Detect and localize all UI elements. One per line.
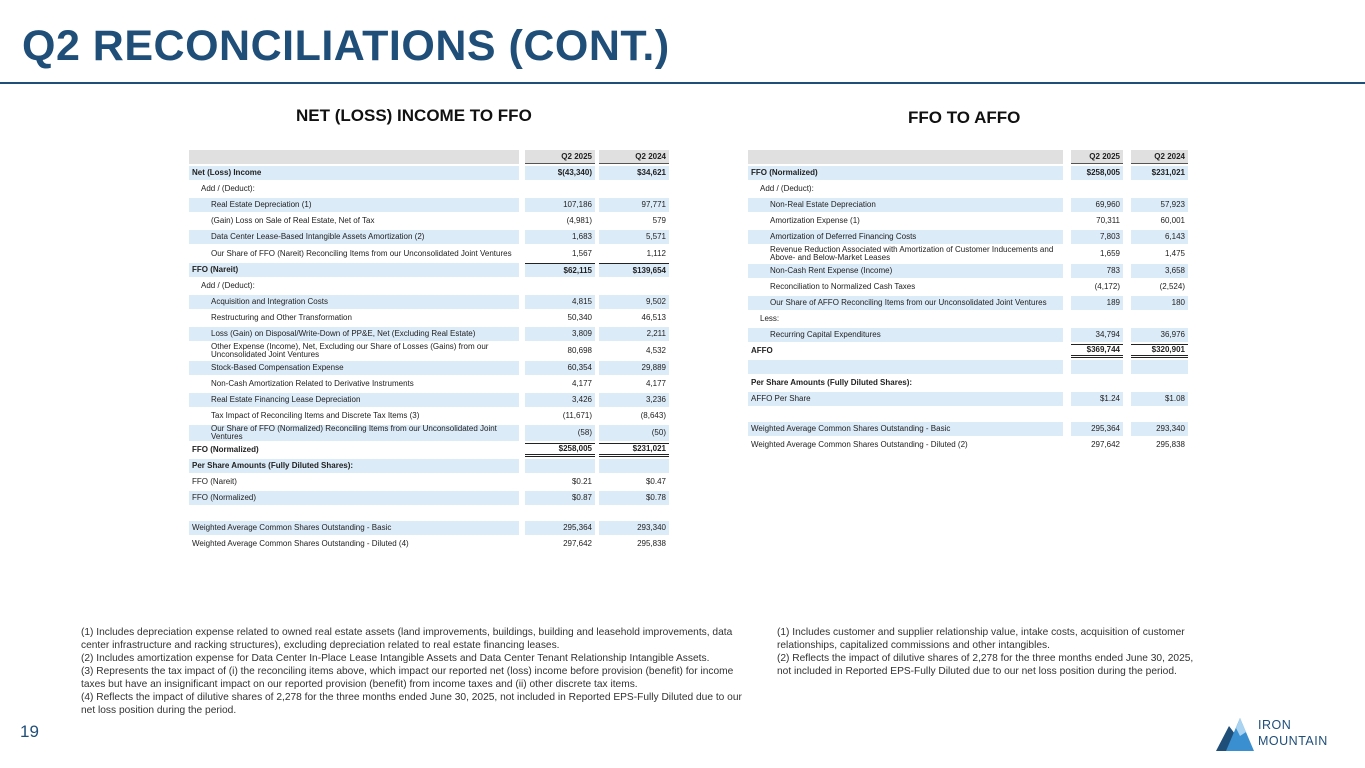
table-row	[189, 443, 669, 457]
row-label: FFO (Normalized)	[192, 445, 259, 454]
value-q2-2025: 7,803	[1071, 230, 1123, 244]
value-q2-2025	[1071, 376, 1123, 390]
row-label: Real Estate Depreciation (1)	[189, 198, 519, 212]
spacer-cell	[1123, 344, 1131, 358]
value-q2-2024: (2,524)	[1159, 282, 1185, 291]
spacer-cell	[1123, 408, 1131, 420]
logo-line-2: MOUNTAIN	[1258, 734, 1328, 748]
table-row	[748, 408, 1188, 420]
spacer-cell	[1123, 214, 1131, 228]
spacer-cell	[1123, 438, 1131, 452]
table-row	[189, 343, 669, 359]
table-row	[748, 264, 1188, 278]
value-q2-2025: $0.21	[571, 477, 592, 486]
value-q2-2025: $0.87	[525, 491, 595, 505]
spacer-cell	[1123, 376, 1131, 390]
table-row	[189, 311, 669, 325]
footnote: (4) Reflects the impact of dilutive shares of 2,278 for the three months ended June 30, 2025, not included in Reported EPS-Fully Diluted due to our net loss position during the period.	[81, 692, 742, 716]
spacer-cell	[1063, 328, 1071, 342]
value-q2-2024	[599, 507, 669, 519]
column-header: Q2 2025	[1071, 150, 1123, 164]
table-row	[748, 312, 1188, 326]
table-row	[189, 409, 669, 423]
row-label: Add / (Deduct):	[201, 184, 255, 193]
row-label: Loss (Gain) on Disposal/Write-Down of PP&E, Net (Excluding Real Estate)	[189, 327, 519, 341]
value-q2-2025: $(43,340)	[525, 166, 595, 180]
value-q2-2024: 4,532	[645, 346, 666, 355]
row-label: Other Expense (Income), Net, Excluding our Share of Losses (Gains) from our Unconsolidated Joint Ventures	[211, 343, 489, 359]
value-q2-2024: $1.08	[1131, 392, 1188, 406]
value-q2-2025: $1.24	[1071, 392, 1123, 406]
spacer-cell	[1123, 360, 1131, 374]
value-q2-2024	[1131, 182, 1188, 196]
footnote: (1) Includes depreciation expense related to owned real estate assets (land improvements, buildings, building and leasehold improvements, data center infrastructure and racking structures), excluding depreciation related to real estate financing leases.	[81, 627, 733, 651]
row-label: AFFO	[751, 346, 773, 355]
spacer-cell	[1123, 182, 1131, 196]
value-q2-2024: 293,340	[1131, 422, 1188, 436]
table-row	[189, 327, 669, 341]
logo-line-1: IRON	[1258, 718, 1292, 732]
table-row	[189, 230, 669, 244]
value-q2-2025	[525, 459, 595, 473]
left-section-heading: NET (LOSS) INCOME TO FFO	[296, 106, 532, 125]
table-row	[189, 279, 669, 293]
mountain-logo-icon	[1216, 716, 1254, 752]
row-label: Revenue Reduction Associated with Amortization of Customer Inducements and Above- and Below-Market Leases	[770, 246, 1054, 262]
spacer-cell	[1123, 198, 1131, 212]
row-label: FFO (Nareit)	[189, 263, 519, 277]
spacer-cell	[1063, 230, 1071, 244]
value-q2-2025: $369,744	[1071, 344, 1123, 358]
spacer-cell	[1063, 422, 1071, 436]
spacer-cell	[1063, 376, 1071, 390]
column-header: Q2 2025	[525, 150, 595, 164]
spacer-cell	[1123, 296, 1131, 310]
row-label: Add / (Deduct):	[201, 281, 255, 290]
value-q2-2024: $320,901	[1131, 344, 1188, 358]
value-q2-2025: 3,426	[525, 393, 595, 407]
spacer-cell	[1123, 264, 1131, 278]
value-q2-2025: 34,794	[1071, 328, 1123, 342]
table-row	[748, 214, 1188, 228]
value-q2-2024: (8,643)	[640, 411, 666, 420]
header-cell	[1063, 150, 1071, 164]
value-q2-2025: (4,172)	[1094, 282, 1120, 291]
value-q2-2025: 783	[1071, 264, 1123, 278]
row-label: Weighted Average Common Shares Outstanding - Diluted (2)	[751, 440, 968, 449]
table-row	[748, 328, 1188, 342]
value-q2-2025: 4,815	[525, 295, 595, 309]
value-q2-2025	[1071, 408, 1123, 420]
spacer-cell	[1123, 246, 1131, 262]
value-q2-2025: 3,809	[525, 327, 595, 341]
spacer-cell	[1063, 312, 1071, 326]
value-q2-2025	[525, 507, 595, 519]
value-q2-2025: 70,311	[1096, 216, 1120, 225]
table-header-row	[748, 150, 1188, 164]
value-q2-2024: $34,621	[599, 166, 669, 180]
row-label	[189, 507, 519, 519]
value-q2-2025: 107,186	[525, 198, 595, 212]
value-q2-2024: 180	[1131, 296, 1188, 310]
row-label: Our Share of FFO (Normalized) Reconciling Items from our Unconsolidated Joint Ventures	[189, 425, 519, 441]
value-q2-2024: 57,923	[1131, 198, 1188, 212]
row-label: Per Share Amounts (Fully Diluted Shares):	[751, 378, 913, 387]
row-label: Net (Loss) Income	[189, 166, 519, 180]
row-label: Weighted Average Common Shares Outstanding - Basic	[189, 521, 519, 535]
row-label: Per Share Amounts (Fully Diluted Shares):	[189, 459, 519, 473]
value-q2-2024: $231,021	[1131, 166, 1188, 180]
value-q2-2025	[525, 182, 595, 196]
table-row	[189, 295, 669, 309]
table-row	[748, 344, 1188, 358]
value-q2-2025: (4,981)	[566, 216, 592, 225]
row-label	[748, 360, 1063, 374]
table-row	[189, 377, 669, 391]
value-q2-2024: 4,177	[645, 379, 666, 388]
table-header-row	[189, 150, 669, 164]
spacer-cell	[1123, 166, 1131, 180]
row-label: (Gain) Loss on Sale of Real Estate, Net of Tax	[211, 216, 375, 225]
value-q2-2025: 297,642	[563, 539, 592, 548]
value-q2-2024: 3,236	[599, 393, 669, 407]
value-q2-2024	[1131, 376, 1188, 390]
spacer-cell	[1123, 312, 1131, 326]
value-q2-2025	[1071, 182, 1123, 196]
table-row	[748, 246, 1188, 262]
table-row	[748, 198, 1188, 212]
row-label: Non-Cash Rent Expense (Income)	[748, 264, 1063, 278]
value-q2-2024: 60,001	[1160, 216, 1185, 225]
ffo-to-affo-table	[748, 148, 1188, 454]
value-q2-2025: 297,642	[1091, 440, 1120, 449]
spacer-cell	[1063, 360, 1071, 374]
table-row	[748, 438, 1188, 452]
value-q2-2024: (50)	[599, 425, 669, 441]
value-q2-2024: 9,502	[599, 295, 669, 309]
header-cell	[748, 150, 1063, 164]
row-label: Stock-Based Compensation Expense	[189, 361, 519, 375]
table-row	[189, 182, 669, 196]
table-row	[748, 392, 1188, 406]
spacer-cell	[1063, 214, 1071, 228]
row-label: Data Center Lease-Based Intangible Assets Amortization (2)	[189, 230, 519, 244]
footnote: (2) Reflects the impact of dilutive shares of 2,278 for the three months ended June 30, 2025, not included in Reported EPS-Fully Diluted due to our net loss position during the period.	[777, 653, 1194, 677]
row-label: Weighted Average Common Shares Outstanding - Basic	[748, 422, 1063, 436]
value-q2-2025: 295,364	[1071, 422, 1123, 436]
value-q2-2025: (11,671)	[562, 411, 592, 420]
footnote: (2) Includes amortization expense for Data Center In-Place Lease Intangible Assets and Data Center Tenant Relationship Intangible Assets.	[81, 653, 710, 664]
iron-mountain-logo	[1216, 714, 1346, 754]
value-q2-2024: $0.47	[645, 477, 666, 486]
value-q2-2024: $0.78	[599, 491, 669, 505]
spacer-cell	[1063, 198, 1071, 212]
left-footnotes	[81, 626, 756, 717]
value-q2-2025	[1071, 312, 1123, 326]
table-row	[748, 230, 1188, 244]
value-q2-2025: 295,364	[525, 521, 595, 535]
header-cell	[1123, 150, 1131, 164]
spacer-cell	[1063, 264, 1071, 278]
value-q2-2025: 60,354	[525, 361, 595, 375]
table-row	[189, 537, 669, 551]
value-q2-2024	[1131, 360, 1188, 374]
value-q2-2024: 293,340	[599, 521, 669, 535]
table-row	[748, 376, 1188, 390]
spacer-cell	[1123, 280, 1131, 294]
value-q2-2025: 69,960	[1071, 198, 1123, 212]
table-row	[748, 422, 1188, 436]
value-q2-2025	[1071, 360, 1123, 374]
table-row	[189, 491, 669, 505]
spacer-cell	[1063, 344, 1071, 358]
right-footnotes	[777, 626, 1197, 678]
row-label: FFO (Normalized)	[189, 491, 519, 505]
value-q2-2024: $139,654	[599, 263, 669, 277]
value-q2-2024: 46,513	[641, 313, 666, 322]
footnote: (1) Includes customer and supplier relationship value, intake costs, acquisition of customer relationships, capitalized commissions and other intangibles.	[777, 627, 1185, 651]
row-label: Amortization Expense (1)	[770, 216, 860, 225]
row-label: Recurring Capital Expenditures	[748, 328, 1063, 342]
value-q2-2025: $258,005	[1071, 166, 1123, 180]
row-label: FFO (Nareit)	[192, 477, 237, 486]
value-q2-2024: 1,112	[646, 248, 666, 258]
table-row	[748, 360, 1188, 374]
spacer-cell	[1063, 280, 1071, 294]
table-row	[189, 507, 669, 519]
row-label: Real Estate Financing Lease Depreciation	[189, 393, 519, 407]
value-q2-2025: 80,698	[567, 346, 592, 355]
value-q2-2024: 1,475	[1164, 249, 1185, 258]
column-header: Q2 2024	[599, 150, 669, 164]
value-q2-2025: 1,683	[525, 230, 595, 244]
value-q2-2025: $258,005	[525, 443, 595, 457]
value-q2-2024: 5,571	[599, 230, 669, 244]
row-label: Weighted Average Common Shares Outstanding - Diluted (4)	[192, 539, 409, 548]
value-q2-2024	[599, 459, 669, 473]
table-row	[748, 296, 1188, 310]
spacer-cell	[1063, 408, 1071, 420]
spacer-cell	[1063, 438, 1071, 452]
page-number: 19	[20, 722, 39, 741]
spacer-cell	[1123, 422, 1131, 436]
row-label: Non-Real Estate Depreciation	[748, 198, 1063, 212]
value-q2-2025	[525, 279, 595, 293]
value-q2-2024	[1131, 408, 1188, 420]
spacer-cell	[1063, 296, 1071, 310]
table-row	[189, 425, 669, 441]
row-label: Our Share of AFFO Reconciling Items from our Unconsolidated Joint Ventures	[748, 296, 1063, 310]
row-label: Less:	[760, 314, 780, 323]
right-section-heading: FFO TO AFFO	[908, 108, 1021, 127]
value-q2-2024: 6,143	[1131, 230, 1188, 244]
table-row	[189, 459, 669, 473]
title-divider	[0, 82, 1365, 84]
row-label: Reconciliation to Normalized Cash Taxes	[770, 282, 916, 291]
value-q2-2024: 295,838	[637, 539, 666, 548]
spacer-cell	[1063, 166, 1071, 180]
row-label: Non-Cash Amortization Related to Derivative Instruments	[211, 379, 414, 388]
row-label: FFO (Normalized)	[748, 166, 1063, 180]
value-q2-2025: $62,115	[525, 263, 595, 277]
row-label: AFFO Per Share	[748, 392, 1063, 406]
table-row	[189, 198, 669, 212]
value-q2-2024	[599, 279, 669, 293]
value-q2-2025: 1,567	[571, 248, 592, 258]
spacer-cell	[1063, 392, 1071, 406]
value-q2-2024: 295,838	[1156, 440, 1185, 449]
value-q2-2025: 50,340	[567, 313, 592, 322]
value-q2-2024	[599, 182, 669, 196]
row-label: Restructuring and Other Transformation	[211, 313, 352, 322]
spacer-cell	[1123, 328, 1131, 342]
table-row	[748, 166, 1188, 180]
spacer-cell	[1063, 246, 1071, 262]
spacer-cell	[1123, 230, 1131, 244]
table-row	[748, 280, 1188, 294]
spacer-cell	[1063, 182, 1071, 196]
value-q2-2025: (58)	[525, 425, 595, 441]
value-q2-2024: 2,211	[599, 327, 669, 341]
value-q2-2024: 3,658	[1131, 264, 1188, 278]
table-row	[189, 521, 669, 535]
row-label	[748, 408, 1063, 420]
row-label: Tax Impact of Reconciling Items and Discrete Tax Items (3)	[211, 411, 420, 420]
table-row	[189, 361, 669, 375]
footnote: (3) Represents the tax impact of (i) the reconciling items above, which impact our reported net (loss) income before provision (benefit) for income taxes but have an insignificant impact on our reported provision (benefit) from income taxes and (ii) other discrete tax items.	[81, 666, 734, 690]
row-label: Our Share of FFO (Nareit) Reconciling Items from our Unconsolidated Joint Ventures	[211, 248, 512, 258]
value-q2-2024	[1131, 312, 1188, 326]
row-label: Amortization of Deferred Financing Costs	[748, 230, 1063, 244]
value-q2-2024: 97,771	[599, 198, 669, 212]
value-q2-2024: 29,889	[599, 361, 669, 375]
row-label: Acquisition and Integration Costs	[189, 295, 519, 309]
value-q2-2025: 1,659	[1099, 249, 1120, 258]
header-cell	[189, 150, 519, 164]
net-income-to-ffo-table	[189, 148, 669, 553]
table-row	[189, 393, 669, 407]
table-row	[189, 214, 669, 228]
column-header: Q2 2024	[1131, 150, 1188, 164]
spacer-cell	[1123, 392, 1131, 406]
table-row	[189, 246, 669, 261]
value-q2-2025: 4,177	[571, 379, 592, 388]
row-label: Add / (Deduct):	[760, 184, 814, 193]
value-q2-2024: $231,021	[599, 443, 669, 457]
value-q2-2024: 579	[652, 216, 666, 225]
value-q2-2024: 36,976	[1131, 328, 1188, 342]
table-row	[189, 263, 669, 277]
table-row	[189, 475, 669, 489]
table-row	[189, 166, 669, 180]
table-row	[748, 182, 1188, 196]
value-q2-2025: 189	[1071, 296, 1123, 310]
page-title: Q2 RECONCILIATIONS (CONT.)	[22, 22, 670, 70]
